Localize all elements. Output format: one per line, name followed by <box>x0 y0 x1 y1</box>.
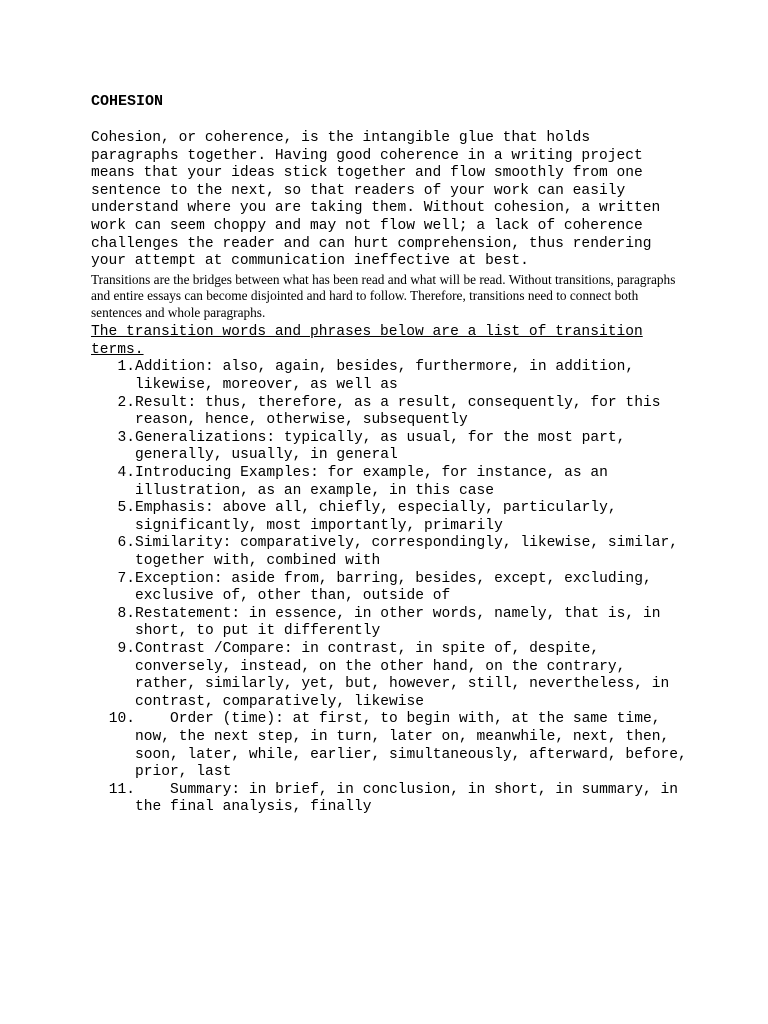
list-item-number: 10. <box>108 711 135 728</box>
list-item-number: 5. <box>117 500 135 517</box>
transitions-paragraph: Transitions are the bridges between what has been read and what will be read. Without transitions, paragraphs and entire essays can become disjointed and hard to follow. Therefore, transitions need to connect both sentences and whole paragraphs. <box>91 271 676 320</box>
list-item-text: Contrast /Compare: in contrast, in spite of, despite, conversely, instead, on the other hand, on the contrary, rather, similarly, yet, but, however, still, nevertheless, in contrast, comparatively, likewise <box>135 640 670 710</box>
document-page <box>91 92 691 817</box>
list-item <box>91 711 691 781</box>
transition-terms-list <box>91 359 691 816</box>
list-item-number: 8. <box>117 605 135 622</box>
list-item-text: Addition: also, again, besides, furthermore, in addition, likewise, moreover, as well as <box>135 359 635 394</box>
list-item-body: Summary: in brief, in conclusion, in short, in summary, in the final analysis, finally <box>135 781 678 816</box>
list-item-text: Emphasis: above all, chiefly, especially, particularly, significantly, most importantly, primarily <box>135 500 617 534</box>
list-item-number: 9. <box>117 640 135 657</box>
list-item-number: 11. <box>108 781 135 798</box>
list-item-text: Introducing Examples: for example, for instance, as an illustration, as an example, in this case <box>135 465 608 499</box>
list-item <box>91 641 691 711</box>
list-item-number: 1. <box>117 359 135 376</box>
list-item <box>91 782 691 817</box>
list-item <box>91 500 691 535</box>
list-item-number: 3. <box>117 429 135 446</box>
list-item-number: 6. <box>117 535 135 552</box>
document-title: COHESION <box>91 93 164 110</box>
list-item-body: Order (time): at first, to begin with, at the same time, now, the next step, in turn, later on, meanwhile, next, then, soon, later, while, earlier, simultaneously, afterward, before, prior, last <box>135 711 687 781</box>
list-item-text: Generalizations: typically, as usual, for the most part, generally, usually, in general <box>135 429 626 464</box>
cohesion-paragraph: Cohesion, or coherence, is the intangible glue that holds paragraphs together. Having good coherence in a writing project means that your ideas stick together and flow smoothly from one sentence to the next, so that readers of your work can easily understand where you are taking them. Without cohesion, a written work can seem choppy and may not flow well; a lack of coherence challenges the reader and can hurt comprehension, thus rendering your attempt at communication ineffective at best. <box>91 130 661 270</box>
list-item-text <box>135 711 691 781</box>
list-item-text: Restatement: in essence, in other words, namely, that is, in short, to put it differently <box>135 605 661 640</box>
list-item <box>91 606 691 641</box>
list-item-number: 4. <box>117 465 135 481</box>
list-item <box>91 395 691 430</box>
list-item <box>91 465 691 500</box>
list-intro: The transition words and phrases below are a list of transition terms. <box>91 324 643 358</box>
list-item <box>91 571 691 606</box>
list-item-text: Exception: aside from, barring, besides, except, excluding, exclusive of, other than, outside of <box>135 570 652 605</box>
list-item <box>91 535 691 570</box>
list-item <box>91 359 691 394</box>
list-item-text: Result: thus, therefore, as a result, consequently, for this reason, hence, otherwise, subsequently <box>135 394 661 429</box>
list-item-text: Similarity: comparatively, correspondingly, likewise, similar, together with, combined with <box>135 535 678 569</box>
list-item-number: 2. <box>117 394 135 411</box>
list-item-number: 7. <box>117 570 135 587</box>
list-item <box>91 430 691 465</box>
list-item-text <box>135 782 691 817</box>
